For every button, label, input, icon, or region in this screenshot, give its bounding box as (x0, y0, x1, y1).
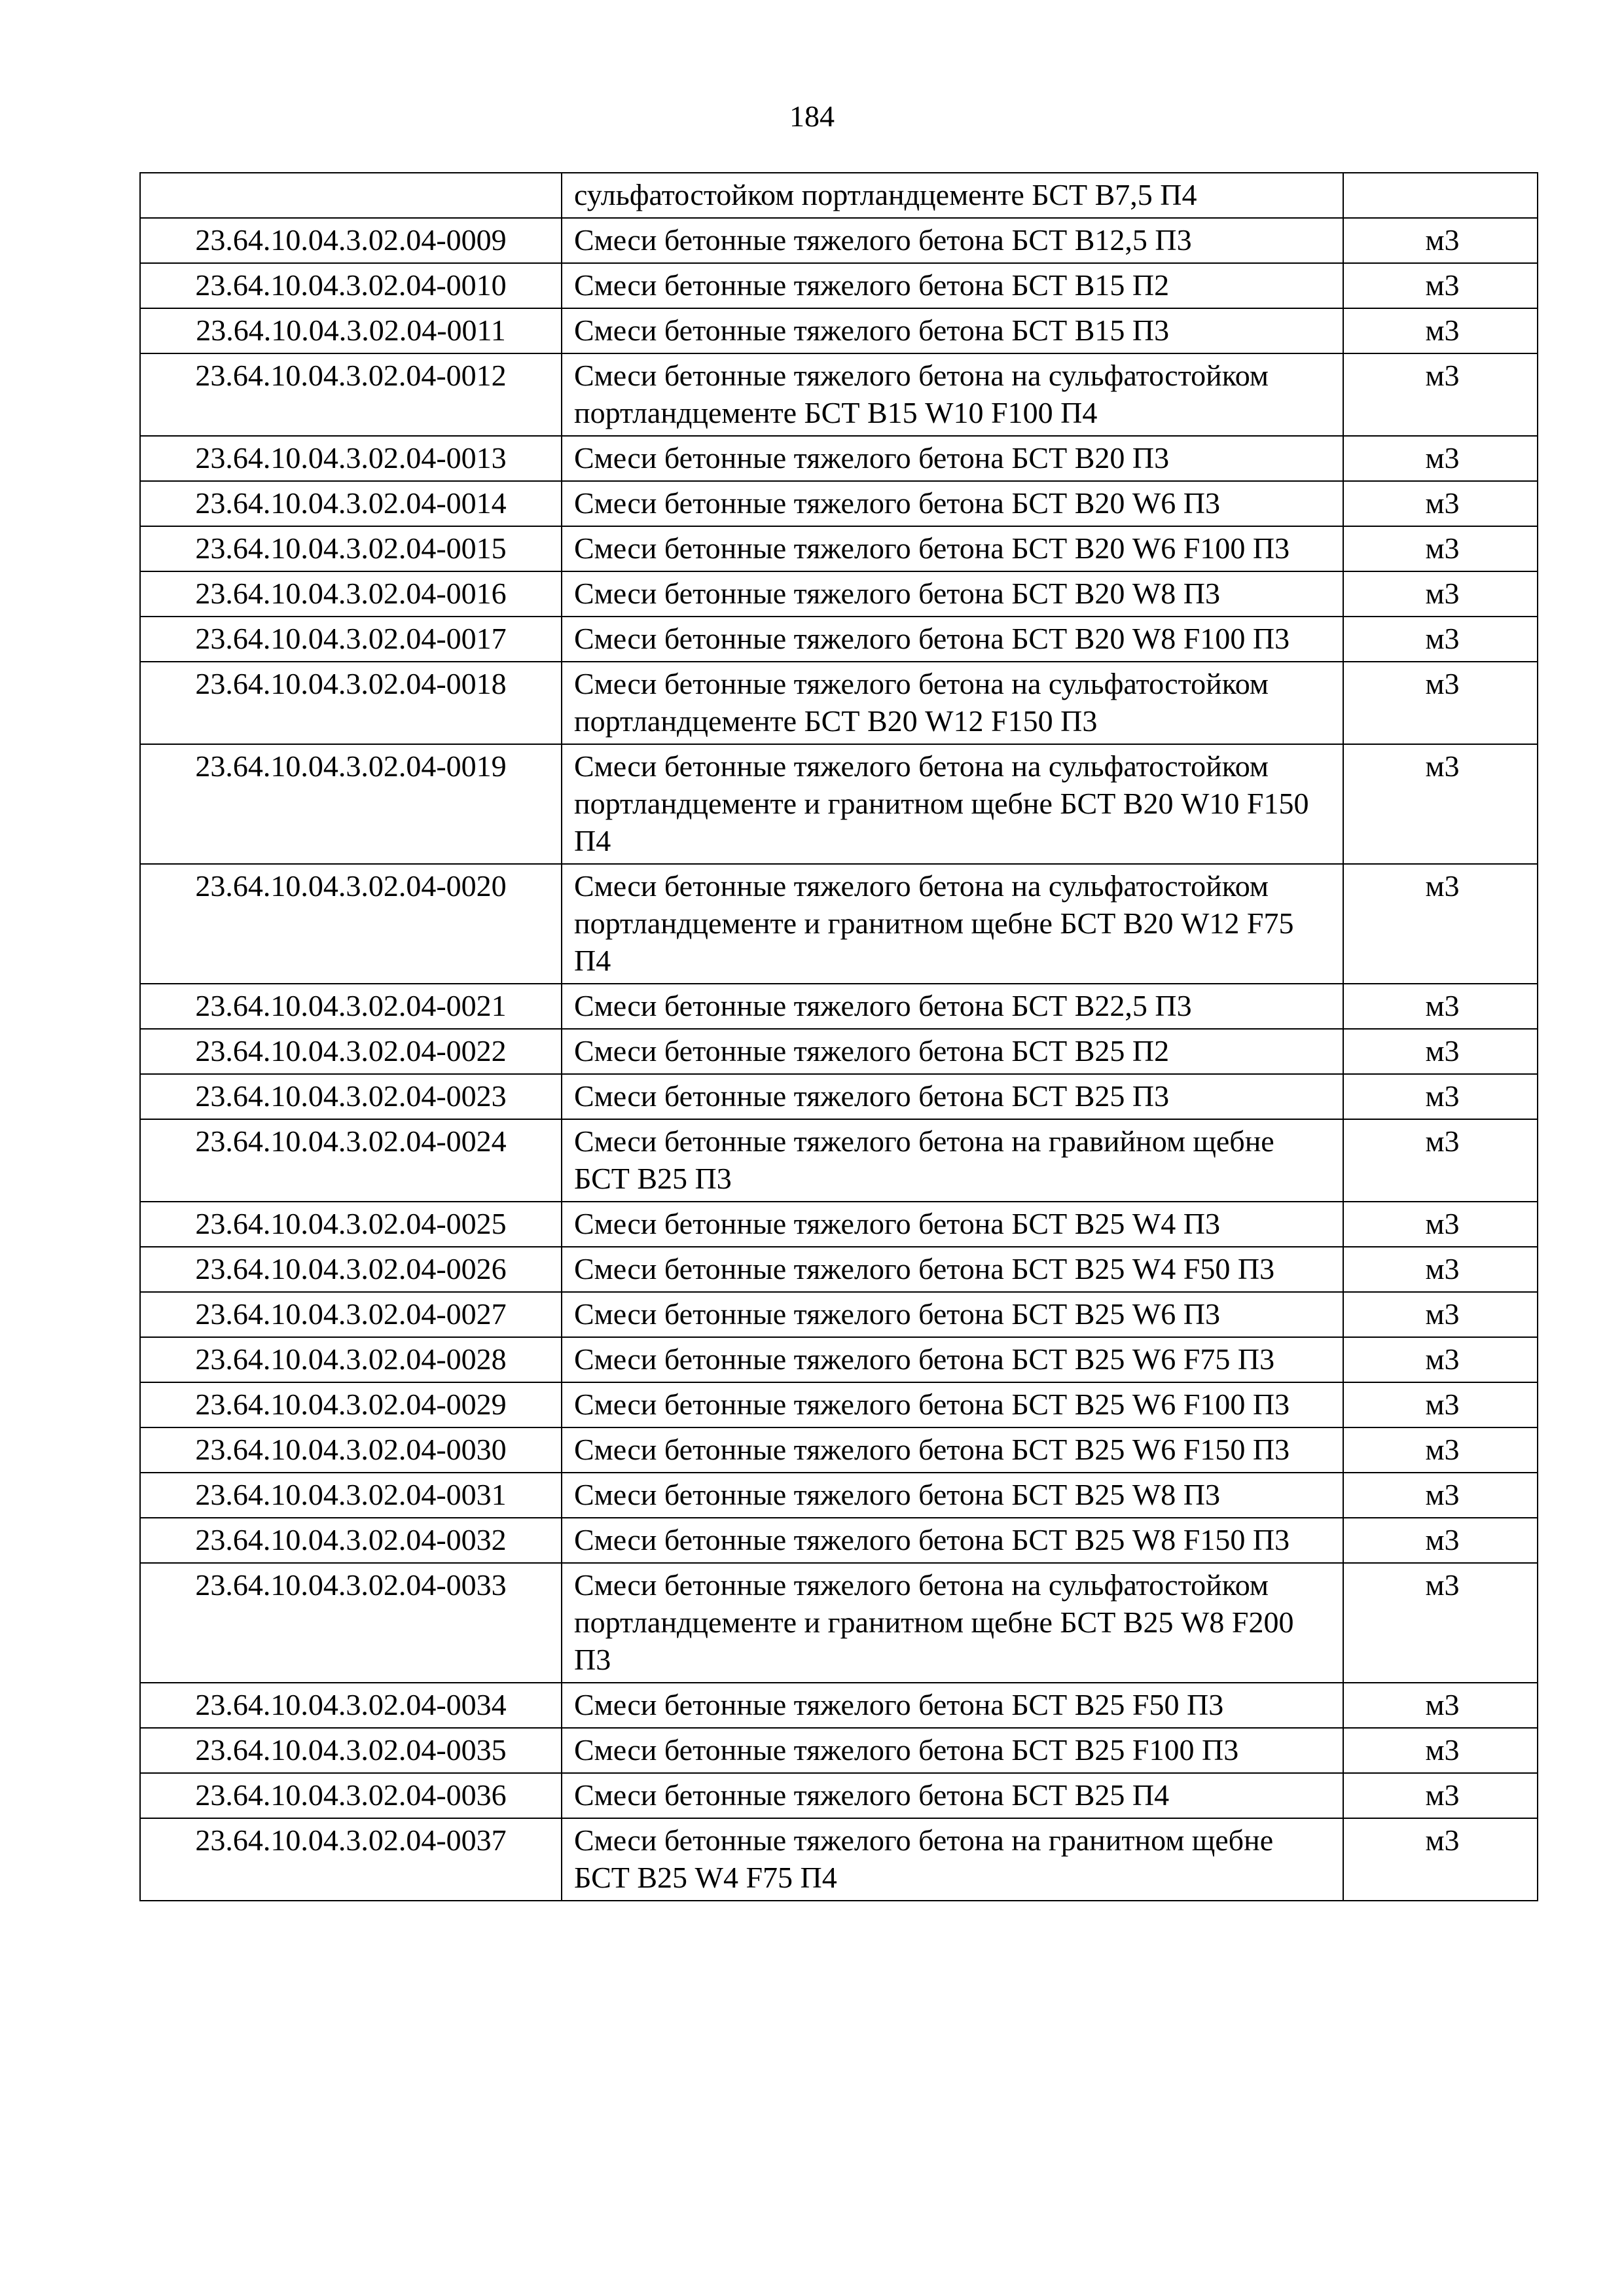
unit-cell: м3 (1343, 984, 1538, 1029)
unit-cell: м3 (1343, 1563, 1538, 1683)
name-cell: Смеси бетонные тяжелого бетона БСТ В25 П4 (562, 1773, 1343, 1818)
table-row (140, 1427, 1538, 1473)
table-row (140, 263, 1538, 308)
name-cell: Смеси бетонные тяжелого бетона БСТ В25 F100 П3 (562, 1728, 1343, 1773)
unit-cell: м3 (1343, 263, 1538, 308)
table-body (140, 173, 1538, 1901)
unit-cell: м3 (1343, 218, 1538, 263)
name-cell: Смеси бетонные тяжелого бетона БСТ В20 W8 F100 П3 (562, 617, 1343, 662)
unit-cell: м3 (1343, 308, 1538, 353)
table-row (140, 571, 1538, 617)
code-cell: 23.64.10.04.3.02.04-0032 (140, 1518, 562, 1563)
unit-cell: м3 (1343, 1427, 1538, 1473)
unit-cell: м3 (1343, 1202, 1538, 1247)
table-row (140, 662, 1538, 744)
code-cell (140, 173, 562, 218)
code-cell: 23.64.10.04.3.02.04-0036 (140, 1773, 562, 1818)
code-cell: 23.64.10.04.3.02.04-0027 (140, 1292, 562, 1337)
unit-cell (1343, 173, 1538, 218)
unit-cell: м3 (1343, 481, 1538, 526)
name-cell: Смеси бетонные тяжелого бетона БСТ В25 П2 (562, 1029, 1343, 1074)
table-row (140, 1292, 1538, 1337)
unit-cell: м3 (1343, 1518, 1538, 1563)
unit-cell: м3 (1343, 1292, 1538, 1337)
table-row (140, 218, 1538, 263)
unit-cell: м3 (1343, 744, 1538, 864)
code-cell: 23.64.10.04.3.02.04-0030 (140, 1427, 562, 1473)
table-row (140, 1247, 1538, 1292)
name-cell: сульфатостойком портландцементе БСТ В7,5 П4 (562, 173, 1343, 218)
name-cell: Смеси бетонные тяжелого бетона БСТ В12,5 П3 (562, 218, 1343, 263)
table-row (140, 173, 1538, 218)
code-cell: 23.64.10.04.3.02.04-0017 (140, 617, 562, 662)
table-row (140, 1074, 1538, 1119)
resource-table (139, 172, 1538, 1901)
code-cell: 23.64.10.04.3.02.04-0018 (140, 662, 562, 744)
name-cell: Смеси бетонные тяжелого бетона БСТ В25 F50 П3 (562, 1683, 1343, 1728)
code-cell: 23.64.10.04.3.02.04-0028 (140, 1337, 562, 1382)
code-cell: 23.64.10.04.3.02.04-0010 (140, 263, 562, 308)
code-cell: 23.64.10.04.3.02.04-0034 (140, 1683, 562, 1728)
table-row (140, 1728, 1538, 1773)
code-cell: 23.64.10.04.3.02.04-0015 (140, 526, 562, 571)
name-cell: Смеси бетонные тяжелого бетона БСТ В25 W6 F150 П3 (562, 1427, 1343, 1473)
code-cell: 23.64.10.04.3.02.04-0025 (140, 1202, 562, 1247)
table-row (140, 308, 1538, 353)
unit-cell: м3 (1343, 436, 1538, 481)
table-row (140, 436, 1538, 481)
name-cell: Смеси бетонные тяжелого бетона БСТ В25 П3 (562, 1074, 1343, 1119)
name-cell: Смеси бетонные тяжелого бетона БСТ В25 W6 F100 П3 (562, 1382, 1343, 1427)
name-cell: Смеси бетонные тяжелого бетона БСТ В25 W6 П3 (562, 1292, 1343, 1337)
unit-cell: м3 (1343, 1728, 1538, 1773)
table-row (140, 984, 1538, 1029)
table-row (140, 744, 1538, 864)
code-cell: 23.64.10.04.3.02.04-0019 (140, 744, 562, 864)
code-cell: 23.64.10.04.3.02.04-0013 (140, 436, 562, 481)
table-row (140, 481, 1538, 526)
unit-cell: м3 (1343, 662, 1538, 744)
code-cell: 23.64.10.04.3.02.04-0021 (140, 984, 562, 1029)
name-cell: Смеси бетонные тяжелого бетона БСТ В25 W4 F50 П3 (562, 1247, 1343, 1292)
unit-cell: м3 (1343, 353, 1538, 436)
table-row (140, 1029, 1538, 1074)
code-cell: 23.64.10.04.3.02.04-0009 (140, 218, 562, 263)
code-cell: 23.64.10.04.3.02.04-0022 (140, 1029, 562, 1074)
code-cell: 23.64.10.04.3.02.04-0016 (140, 571, 562, 617)
unit-cell: м3 (1343, 1773, 1538, 1818)
name-cell: Смеси бетонные тяжелого бетона БСТ В25 W8 П3 (562, 1473, 1343, 1518)
table-row (140, 1202, 1538, 1247)
code-cell: 23.64.10.04.3.02.04-0037 (140, 1818, 562, 1901)
unit-cell: м3 (1343, 1818, 1538, 1901)
name-cell: Смеси бетонные тяжелого бетона на гранитном щебне БСТ В25 W4 F75 П4 (562, 1818, 1343, 1901)
unit-cell: м3 (1343, 1337, 1538, 1382)
table-row (140, 353, 1538, 436)
code-cell: 23.64.10.04.3.02.04-0020 (140, 864, 562, 984)
table-row (140, 1773, 1538, 1818)
unit-cell: м3 (1343, 1247, 1538, 1292)
table-row (140, 1382, 1538, 1427)
unit-cell: м3 (1343, 1119, 1538, 1202)
unit-cell: м3 (1343, 571, 1538, 617)
name-cell: Смеси бетонные тяжелого бетона на сульфатостойком портландцементе и гранитном щебне БСТ В20 W12 F75 П4 (562, 864, 1343, 984)
table-row (140, 1818, 1538, 1901)
code-cell: 23.64.10.04.3.02.04-0011 (140, 308, 562, 353)
unit-cell: м3 (1343, 1683, 1538, 1728)
name-cell: Смеси бетонные тяжелого бетона БСТ В25 W8 F150 П3 (562, 1518, 1343, 1563)
code-cell: 23.64.10.04.3.02.04-0012 (140, 353, 562, 436)
unit-cell: м3 (1343, 526, 1538, 571)
code-cell: 23.64.10.04.3.02.04-0023 (140, 1074, 562, 1119)
name-cell: Смеси бетонные тяжелого бетона на сульфатостойком портландцементе БСТ В20 W12 F150 П3 (562, 662, 1343, 744)
code-cell: 23.64.10.04.3.02.04-0033 (140, 1563, 562, 1683)
code-cell: 23.64.10.04.3.02.04-0035 (140, 1728, 562, 1773)
table-row (140, 1563, 1538, 1683)
unit-cell: м3 (1343, 1029, 1538, 1074)
page-number: 184 (789, 99, 835, 133)
name-cell: Смеси бетонные тяжелого бетона на сульфатостойком портландцементе и гранитном щебне БСТ В25 W8 F200 П3 (562, 1563, 1343, 1683)
table-row (140, 1473, 1538, 1518)
name-cell: Смеси бетонные тяжелого бетона на сульфатостойком портландцементе БСТ В15 W10 F100 П4 (562, 353, 1343, 436)
name-cell: Смеси бетонные тяжелого бетона БСТ В22,5 П3 (562, 984, 1343, 1029)
unit-cell: м3 (1343, 1382, 1538, 1427)
table-row (140, 1518, 1538, 1563)
table-row (140, 1337, 1538, 1382)
name-cell: Смеси бетонные тяжелого бетона БСТ В15 П2 (562, 263, 1343, 308)
name-cell: Смеси бетонные тяжелого бетона БСТ В20 П3 (562, 436, 1343, 481)
name-cell: Смеси бетонные тяжелого бетона БСТ В25 W6 F75 П3 (562, 1337, 1343, 1382)
name-cell: Смеси бетонные тяжелого бетона БСТ В15 П3 (562, 308, 1343, 353)
name-cell: Смеси бетонные тяжелого бетона на сульфатостойком портландцементе и гранитном щебне БСТ В20 W10 F150 П4 (562, 744, 1343, 864)
name-cell: Смеси бетонные тяжелого бетона БСТ В20 W6 F100 П3 (562, 526, 1343, 571)
unit-cell: м3 (1343, 1473, 1538, 1518)
code-cell: 23.64.10.04.3.02.04-0026 (140, 1247, 562, 1292)
name-cell: Смеси бетонные тяжелого бетона БСТ В25 W4 П3 (562, 1202, 1343, 1247)
table-row (140, 526, 1538, 571)
code-cell: 23.64.10.04.3.02.04-0029 (140, 1382, 562, 1427)
table-row (140, 617, 1538, 662)
table-row (140, 864, 1538, 984)
unit-cell: м3 (1343, 617, 1538, 662)
name-cell: Смеси бетонные тяжелого бетона на гравийном щебне БСТ В25 П3 (562, 1119, 1343, 1202)
name-cell: Смеси бетонные тяжелого бетона БСТ В20 W8 П3 (562, 571, 1343, 617)
code-cell: 23.64.10.04.3.02.04-0024 (140, 1119, 562, 1202)
code-cell: 23.64.10.04.3.02.04-0014 (140, 481, 562, 526)
table-row (140, 1683, 1538, 1728)
name-cell: Смеси бетонные тяжелого бетона БСТ В20 W6 П3 (562, 481, 1343, 526)
table-row (140, 1119, 1538, 1202)
unit-cell: м3 (1343, 1074, 1538, 1119)
unit-cell: м3 (1343, 864, 1538, 984)
code-cell: 23.64.10.04.3.02.04-0031 (140, 1473, 562, 1518)
